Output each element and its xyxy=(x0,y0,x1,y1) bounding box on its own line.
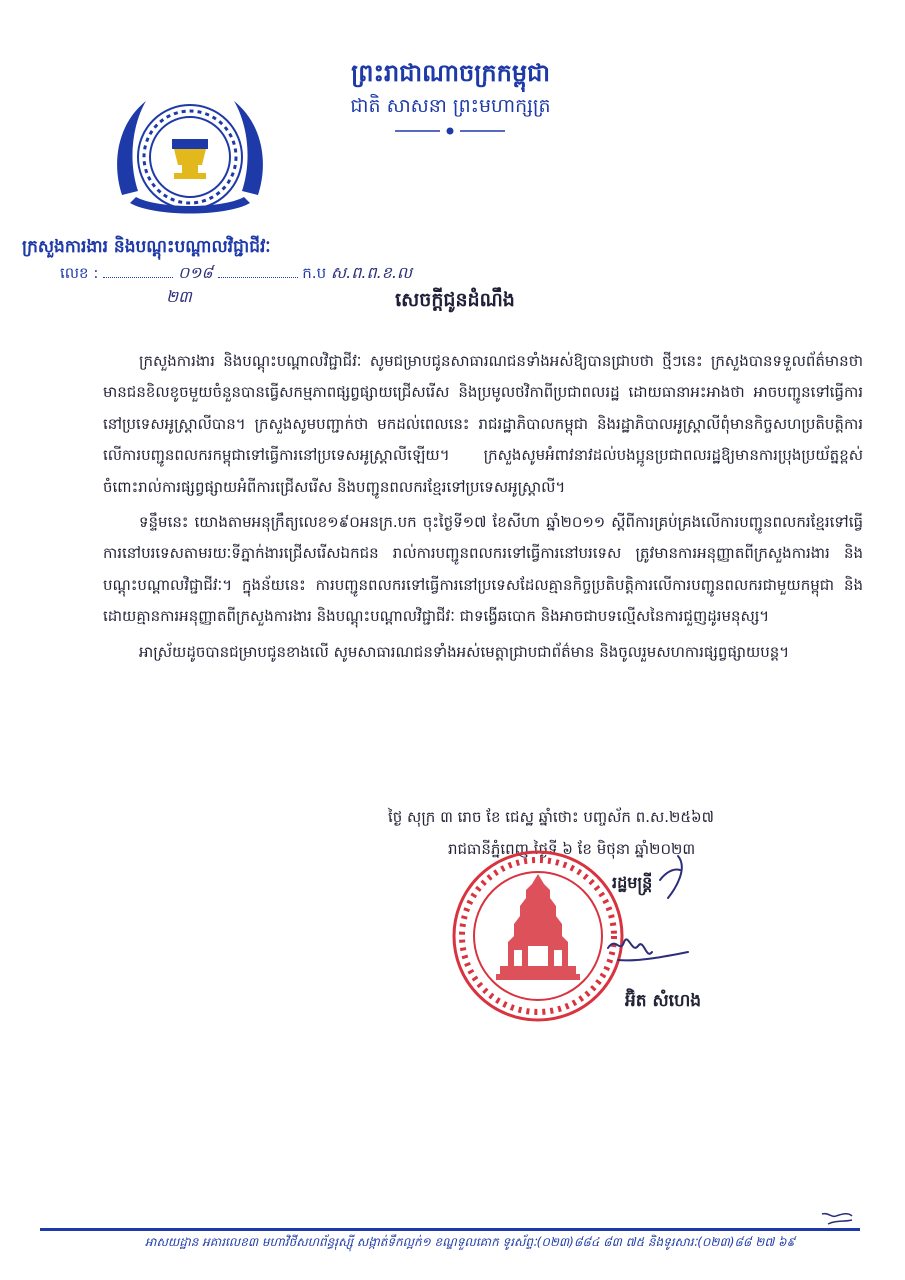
signatory-name: អ៊ិត សំហេង xyxy=(625,991,702,1011)
reference-number: ០១៨ xyxy=(177,263,213,282)
footer-address: អាសយដ្ឋាន អគារលេខ៣ មហាវិថីសហព័ន្ធរុស្ស៊ី សង្កាត់ទឹកល្អក់១ ខណ្ឌទួលគោក ទូរស័ព្ទៈ(០២៣)៨៨៤ ៨៣ ៧៥ និងទូរសារៈ(០២៣)៨៨ ២៧ ៦៩ xyxy=(145,1235,795,1249)
ministry-logo xyxy=(102,85,278,225)
reference-year: ២៣ xyxy=(166,287,192,306)
ministry-name: ក្រសួងការងារ និងបណ្តុះបណ្តាលវិជ្ជាជីវៈ xyxy=(22,237,271,257)
ornament-divider xyxy=(395,126,505,136)
reference-code-label: ក.ប xyxy=(302,264,327,282)
paragraph-1: ក្រសួងការងារ និងបណ្តុះបណ្តាលវិជ្ជាជីវៈ សូមជម្រាបជូនសាធារណជនទាំងអស់ឱ្យបានជ្រាបថា ថ្មីៗនេះ ក្រសួងបានទទួលព័ត៌មានថាមានជនខិលខូចមួយចំនួនបានធ្វើសកម្មភាពផ្សព្វផ្សាយជ្រើសរើស និងប្រមូលថវិកាពីប្រជាពលរដ្ឋ ដោយធានាអះអាងថា អាចបញ្ជូនទៅធ្វើការនៅប្រទេសអូស្ត្រាលីបាន។ ក្រសួងសូមបញ្ជាក់ថា មកដល់ពេលនេះ រាជរដ្ឋាភិបាលកម្ពុជា និងរដ្ឋាភិបាលអូស្ត្រាលីពុំមានកិច្ចសហប្រតិបត្តិការលើការបញ្ជូនពលករកម្ពុជាទៅធ្វើការនៅប្រទេសអូស្ត្រាលីឡើយ។ ក្រសួងសូមអំពាវនាវដល់បងប្អូនប្រជាពលរដ្ឋឱ្យមានការប្រុងប្រយ័ត្នខ្ពស់ចំពោះរាល់ការផ្សព្វផ្សាយអំពីការជ្រើសរើស និងបញ្ជូនពលករខ្មែរទៅប្រទេសអូស្ត្រាលី។ xyxy=(103,352,863,496)
reference-dots-2 xyxy=(218,267,298,278)
footer-rule xyxy=(40,1228,860,1231)
solar-date: រាជធានីភ្នំពេញ ថ្ងៃទី ៦ ខែ មិថុនា ឆ្នាំ២០២៣ xyxy=(448,840,696,858)
handwritten-signature xyxy=(548,850,748,1010)
reference-code: ស.ព.ព.ខ.ល xyxy=(330,263,413,282)
reference-label: លេខ : xyxy=(60,264,99,282)
national-motto: ជាតិ សាសនា ព្រះមហាក្សត្រ xyxy=(350,95,551,117)
signatory-title: រដ្ឋមន្ត្រី xyxy=(612,873,653,892)
reference-dots xyxy=(103,267,173,278)
kingdom-heading: ព្រះរាជាណាចក្រកម្ពុជា xyxy=(351,58,550,87)
paragraph-3: អាស្រ័យដូចបានជម្រាបជូនខាងលើ សូមសាធារណជនទាំងអស់មេត្តាជ្រាបជាព័ត៌មាន និងចូលរួមសហការផ្សព្វផ្សាយបន្ត។ xyxy=(139,642,790,661)
document-body xyxy=(103,346,863,672)
page-mark xyxy=(818,1210,858,1228)
lunar-date: ថ្ងៃ សុក្រ ៣ រោច ខែ ជេស្ឋ ឆ្នាំថោះ បញ្ចស័ក ព.ស.២៥៦៧ xyxy=(388,808,714,826)
reference-number-row xyxy=(60,262,420,290)
paragraph-2: ទន្ទឹមនេះ យោងតាមអនុក្រឹត្យលេខ១៩០អនក្រ.បក ចុះថ្ងៃទី១៧ ខែសីហា ឆ្នាំ២០១១ ស្តីពីការគ្រប់គ្រងលើការបញ្ជូនពលករខ្មែរទៅធ្វើការនៅបរទេសតាមរយៈទីភ្នាក់ងារជ្រើសរើសឯកជន រាល់ការបញ្ជូនពលករទៅធ្វើការនៅបរទេស ត្រូវមានការអនុញ្ញាតពីក្រសួងការងារ និងបណ្តុះបណ្តាលវិជ្ជាជីវៈ។ ក្នុងន័យនេះ ការបញ្ជូនពលករទៅធ្វើការនៅប្រទេសដែលគ្មានកិច្ចប្រតិបត្តិការលើការបញ្ជូនពលករជាមួយកម្ពុជា និងដោយគ្មានការអនុញ្ញាតពីក្រសួងការងារ និងបណ្តុះបណ្តាលវិជ្ជាជីវៈ ជាទង្វើឆបោក និងអាចជាបទល្មើសនៃការជួញដូរមនុស្ស។ xyxy=(103,513,863,626)
document-title: សេចក្តីជូនដំណឹង xyxy=(395,289,515,311)
